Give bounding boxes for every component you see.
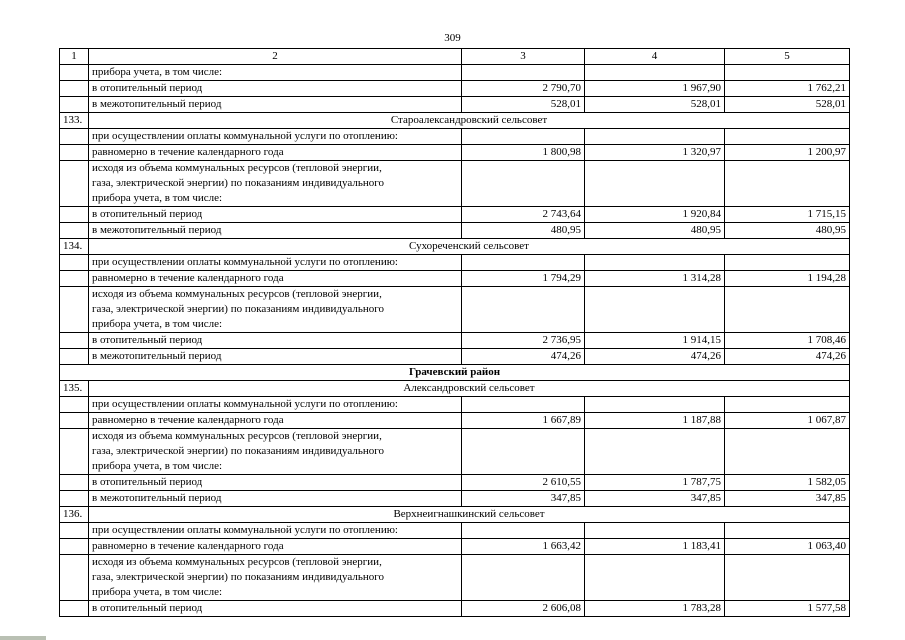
row-label: равномерно в течение календарного года: [89, 271, 462, 287]
table-row: [60, 523, 850, 539]
value-col-4: 1 920,84: [585, 207, 725, 223]
value-col-5: [725, 255, 850, 271]
value-col-5: 1 194,28: [725, 271, 850, 287]
column-header-2: 2: [89, 49, 462, 65]
row-label: при осуществлении оплаты коммунальной услуги по отоплению:: [89, 523, 462, 539]
row-label: при осуществлении оплаты коммунальной услуги по отоплению:: [89, 397, 462, 413]
value-col-3: [462, 255, 585, 271]
value-col-5: [725, 555, 850, 601]
entity-row: [60, 507, 850, 523]
row-label-line: газа, электрической энергии) по показаниям индивидуального: [92, 303, 384, 315]
value-col-4: [585, 287, 725, 333]
value-col-5: [725, 429, 850, 475]
row-number-cell: [60, 129, 89, 145]
table-row: [60, 129, 850, 145]
table-row: [60, 333, 850, 349]
value-col-3: 1 663,42: [462, 539, 585, 555]
value-col-5: [725, 65, 850, 81]
row-label: при осуществлении оплаты коммунальной услуги по отоплению:: [89, 129, 462, 145]
value-col-4: [585, 255, 725, 271]
table-row: [60, 491, 850, 507]
row-number-cell: [60, 97, 89, 113]
value-col-3: 474,26: [462, 349, 585, 365]
row-number-cell: [60, 81, 89, 97]
row-number-cell: [60, 161, 89, 207]
value-col-5: [725, 129, 850, 145]
table-row: [60, 555, 850, 601]
row-number-cell: [60, 333, 89, 349]
entity-name: Староалександровский сельсовет: [89, 113, 850, 129]
value-col-3: 480,95: [462, 223, 585, 239]
row-label: [89, 161, 462, 207]
tariff-table: [59, 48, 850, 617]
row-label: в отопительный период: [89, 81, 462, 97]
column-header-1: 1: [60, 49, 89, 65]
row-label: прибора учета, в том числе:: [89, 65, 462, 81]
row-label: [89, 555, 462, 601]
row-number-cell: [60, 271, 89, 287]
row-label: [89, 429, 462, 475]
table-row: [60, 429, 850, 475]
value-col-3: 347,85: [462, 491, 585, 507]
table-row: [60, 81, 850, 97]
scan-edge-mark: [0, 636, 46, 640]
row-number-cell: [60, 397, 89, 413]
column-header-5: 5: [725, 49, 850, 65]
table-row: [60, 145, 850, 161]
value-col-5: 1 577,58: [725, 601, 850, 617]
entity-number: 133.: [60, 113, 89, 129]
value-col-4: 1 914,15: [585, 333, 725, 349]
column-header-3: 3: [462, 49, 585, 65]
value-col-4: 480,95: [585, 223, 725, 239]
value-col-4: [585, 429, 725, 475]
row-label: равномерно в течение календарного года: [89, 413, 462, 429]
value-col-4: [585, 523, 725, 539]
table-row: [60, 413, 850, 429]
row-number-cell: [60, 349, 89, 365]
value-col-3: 528,01: [462, 97, 585, 113]
value-col-5: 1 708,46: [725, 333, 850, 349]
value-col-4: 1 183,41: [585, 539, 725, 555]
row-label-line: прибора учета, в том числе:: [92, 192, 223, 204]
table-row: [60, 223, 850, 239]
value-col-3: 1 794,29: [462, 271, 585, 287]
row-label: равномерно в течение календарного года: [89, 539, 462, 555]
row-number-cell: [60, 65, 89, 81]
entity-row: [60, 381, 850, 397]
value-col-5: 1 715,15: [725, 207, 850, 223]
value-col-3: [462, 555, 585, 601]
value-col-4: [585, 555, 725, 601]
row-label: в отопительный период: [89, 333, 462, 349]
row-number-cell: [60, 287, 89, 333]
value-col-5: [725, 161, 850, 207]
table-row: [60, 539, 850, 555]
row-number-cell: [60, 145, 89, 161]
row-label-line: газа, электрической энергии) по показаниям индивидуального: [92, 445, 384, 457]
page-number: 309: [444, 32, 461, 44]
table-header-row: [60, 49, 850, 65]
row-label-line: прибора учета, в том числе:: [92, 318, 223, 330]
entity-name: Александровский сельсовет: [89, 381, 850, 397]
row-number-cell: [60, 601, 89, 617]
value-col-5: 1 200,97: [725, 145, 850, 161]
row-label: в отопительный период: [89, 207, 462, 223]
value-col-3: [462, 65, 585, 81]
row-number-cell: [60, 413, 89, 429]
value-col-4: 1 783,28: [585, 601, 725, 617]
row-number-cell: [60, 491, 89, 507]
value-col-3: 2 610,55: [462, 475, 585, 491]
row-label: при осуществлении оплаты коммунальной услуги по отоплению:: [89, 255, 462, 271]
value-col-4: [585, 397, 725, 413]
column-header-4: 4: [585, 49, 725, 65]
entity-name: Верхнеигнашкинский сельсовет: [89, 507, 850, 523]
row-number-cell: [60, 523, 89, 539]
table-row: [60, 207, 850, 223]
value-col-5: 347,85: [725, 491, 850, 507]
table-row: [60, 397, 850, 413]
entity-number: 136.: [60, 507, 89, 523]
value-col-3: 2 606,08: [462, 601, 585, 617]
row-number-cell: [60, 223, 89, 239]
table-row: [60, 349, 850, 365]
row-label: в межотопительный период: [89, 97, 462, 113]
value-col-3: 1 667,89: [462, 413, 585, 429]
value-col-3: 2 790,70: [462, 81, 585, 97]
value-col-3: 1 800,98: [462, 145, 585, 161]
row-label-line: исходя из объема коммунальных ресурсов (тепловой энергии,: [92, 162, 382, 174]
value-col-3: 2 743,64: [462, 207, 585, 223]
value-col-4: [585, 65, 725, 81]
value-col-5: 474,26: [725, 349, 850, 365]
value-col-4: 1 187,88: [585, 413, 725, 429]
value-col-5: 528,01: [725, 97, 850, 113]
row-number-cell: [60, 555, 89, 601]
value-col-4: 1 320,97: [585, 145, 725, 161]
row-label: [89, 287, 462, 333]
row-number-cell: [60, 475, 89, 491]
row-label-line: исходя из объема коммунальных ресурсов (тепловой энергии,: [92, 288, 382, 300]
value-col-4: 1 787,75: [585, 475, 725, 491]
value-col-5: 1 063,40: [725, 539, 850, 555]
table-row: [60, 97, 850, 113]
row-label-line: исходя из объема коммунальных ресурсов (тепловой энергии,: [92, 556, 382, 568]
table-body: [60, 49, 850, 617]
row-number-cell: [60, 207, 89, 223]
value-col-3: [462, 287, 585, 333]
row-label: в отопительный период: [89, 475, 462, 491]
row-number-cell: [60, 539, 89, 555]
entity-name: Сухореченский сельсовет: [89, 239, 850, 255]
entity-row: [60, 239, 850, 255]
value-col-3: [462, 523, 585, 539]
table-row: [60, 475, 850, 491]
value-col-3: 2 736,95: [462, 333, 585, 349]
region-name: Грачевский район: [60, 365, 850, 381]
row-label: в межотопительный период: [89, 491, 462, 507]
value-col-4: [585, 129, 725, 145]
value-col-5: [725, 397, 850, 413]
table-row: [60, 601, 850, 617]
value-col-3: [462, 129, 585, 145]
row-label: в межотопительный период: [89, 349, 462, 365]
value-col-3: [462, 397, 585, 413]
value-col-4: [585, 161, 725, 207]
table-row: [60, 65, 850, 81]
entity-number: 134.: [60, 239, 89, 255]
table-row: [60, 271, 850, 287]
value-col-5: [725, 523, 850, 539]
entity-number: 135.: [60, 381, 89, 397]
row-number-cell: [60, 255, 89, 271]
entity-row: [60, 113, 850, 129]
value-col-5: 1 582,05: [725, 475, 850, 491]
value-col-3: [462, 429, 585, 475]
row-label: равномерно в течение календарного года: [89, 145, 462, 161]
region-row: [60, 365, 850, 381]
row-label: в отопительный период: [89, 601, 462, 617]
value-col-5: 1 067,87: [725, 413, 850, 429]
value-col-4: 528,01: [585, 97, 725, 113]
value-col-3: [462, 161, 585, 207]
value-col-5: 1 762,21: [725, 81, 850, 97]
row-number-cell: [60, 429, 89, 475]
value-col-5: 480,95: [725, 223, 850, 239]
table-row: [60, 161, 850, 207]
table-row: [60, 255, 850, 271]
row-label-line: газа, электрической энергии) по показаниям индивидуального: [92, 571, 384, 583]
value-col-4: 474,26: [585, 349, 725, 365]
row-label: в межотопительный период: [89, 223, 462, 239]
row-label-line: прибора учета, в том числе:: [92, 586, 223, 598]
value-col-4: 347,85: [585, 491, 725, 507]
row-label-line: прибора учета, в том числе:: [92, 460, 223, 472]
table-row: [60, 287, 850, 333]
value-col-4: 1 967,90: [585, 81, 725, 97]
value-col-4: 1 314,28: [585, 271, 725, 287]
row-label-line: газа, электрической энергии) по показаниям индивидуального: [92, 177, 384, 189]
row-label-line: исходя из объема коммунальных ресурсов (тепловой энергии,: [92, 430, 382, 442]
value-col-5: [725, 287, 850, 333]
